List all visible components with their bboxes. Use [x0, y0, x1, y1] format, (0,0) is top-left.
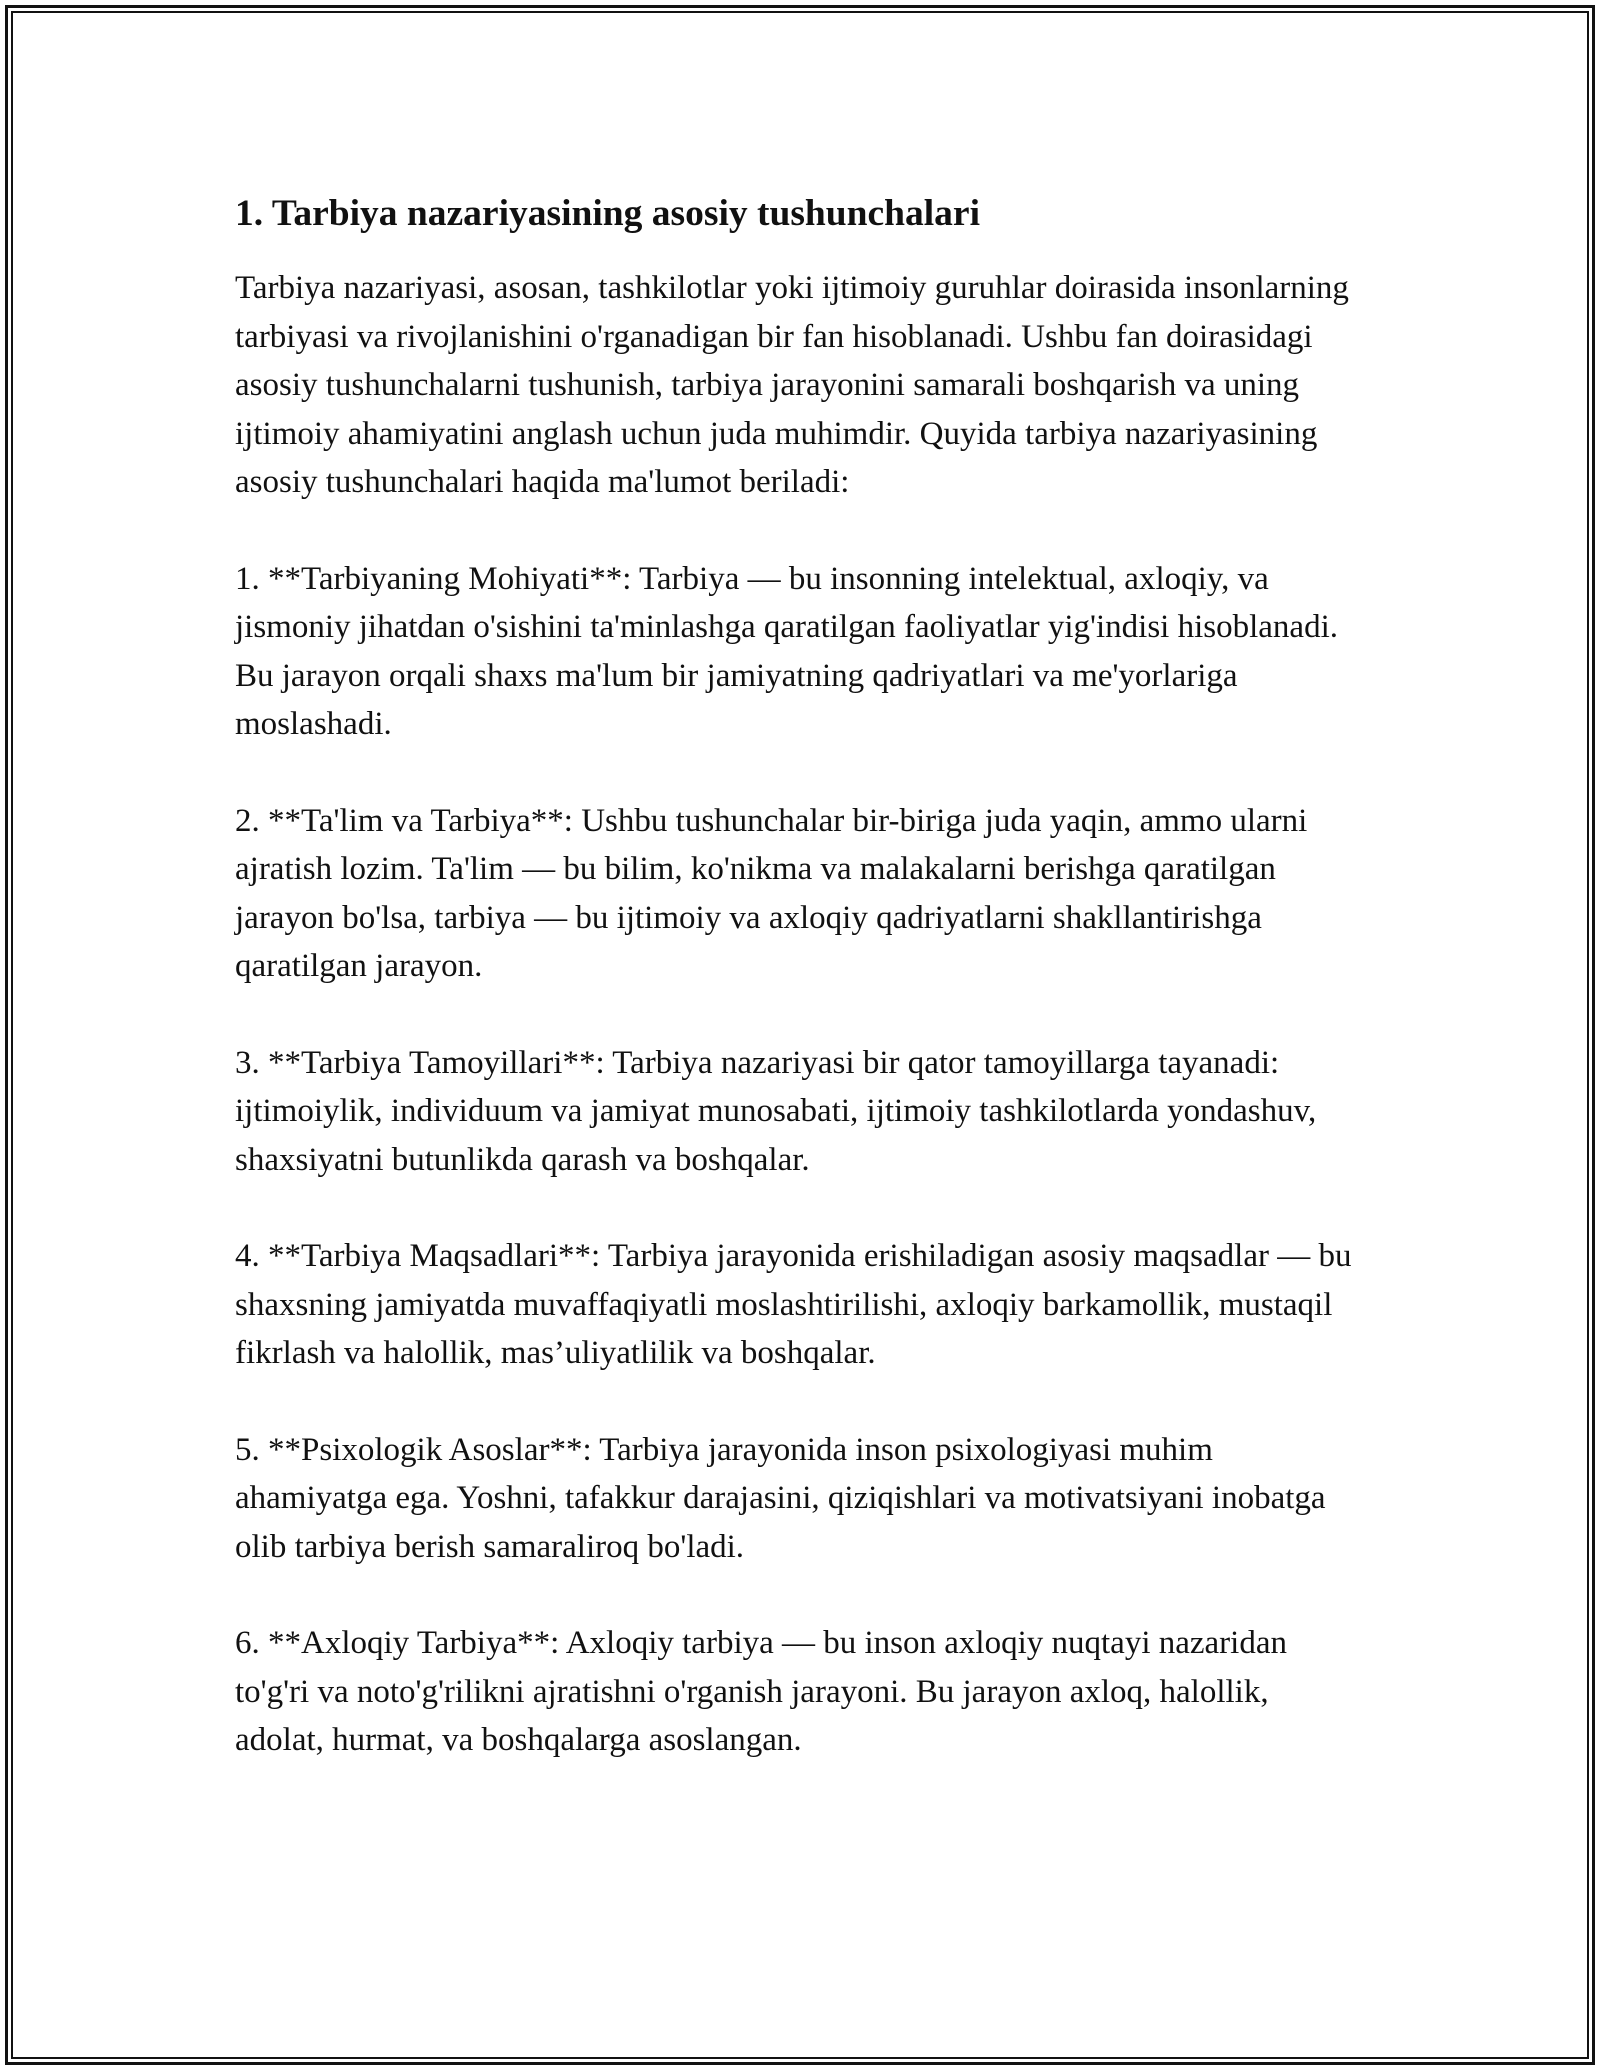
intro-paragraph: Tarbiya nazariyasi, asosan, tashkilotlar yoki ijtimoiy guruhlar doirasida insonlarning tarbiyasi va rivojlanishini o'rganadigan bir fan hisoblanadi. Ushbu fan doirasidagi asosiy tushunchalarni tushunish, tarbiya jarayonini samarali boshqarish va uning ijtimoiy ahamiyatini anglash uchun juda muhimdir. Quyida tarbiya nazariyasining asosiy tushunchalari haqida ma'lumot beriladi:: [235, 270, 1349, 500]
section-heading: 1. Tarbiya nazariyasining asosiy tushunchalari: [235, 193, 980, 234]
item-tarbiyaning-mohiyati: 1. **Tarbiyaning Mohiyati**: Tarbiya — bu insonning intelektual, axloqiy, va jismoniy jihatdan o'sishini ta'minlashga qaratilgan faoliyatlar yig'indisi hisoblanadi. Bu jarayon orqali shaxs ma'lum bir jamiyatning qadriyatlari va me'yorlariga moslashadi.: [235, 560, 1338, 742]
item-tarbiya-maqsadlari: 4. **Tarbiya Maqsadlari**: Tarbiya jarayonida erishiladigan asosiy maqsadlar — bu shaxsning jamiyatda muvaffaqiyatli moslashtirilishi, axloqiy barkamollik, mustaqil fikrlash va halollik, mas’uliyatlilik va boshqalar.: [235, 1238, 1352, 1371]
item-tarbiya-tamoyillari: 3. **Tarbiya Tamoyillari**: Tarbiya nazariyasi bir qator tamoyillarga tayanadi: ijtimoiylik, individuum va jamiyat munosabati, ijtimoiy tashkilotlarda yondashuv, shaxsiyatni butunlikda qarash va boshqalar.: [235, 1044, 1317, 1178]
item-talim-va-tarbiya: 2. **Ta'lim va Tarbiya**: Ushbu tushunchalar bir-biriga juda yaqin, ammo ularni ajratish lozim. Ta'lim — bu bilim, ko'nikma va malakalarni berishga qaratilgan jarayon bo'lsa, tarbiya — bu ijtimoiy va axloqiy qadriyatlarni shakllantirishga qaratilgan jarayon.: [235, 802, 1308, 984]
item-psixologik-asoslar: 5. **Psixologik Asoslar**: Tarbiya jarayonida inson psixologiyasi muhim ahamiyatga ega. Yoshni, tafakkur darajasini, qiziqishlari va motivatsiyani inobatga olib tarbiya berish samaraliroq bo'ladi.: [235, 1431, 1326, 1565]
item-axloqiy-tarbiya: 6. **Axloqiy Tarbiya**: Axloqiy tarbiya — bu inson axloqiy nuqtayi nazaridan to'g'ri va noto'g'rilikni ajratishni o'rganish jarayoni. Bu jarayon axloq, halollik, adolat, hurmat, va boshqalarga asoslangan.: [235, 1625, 1287, 1758]
document-body: [235, 186, 1365, 1813]
